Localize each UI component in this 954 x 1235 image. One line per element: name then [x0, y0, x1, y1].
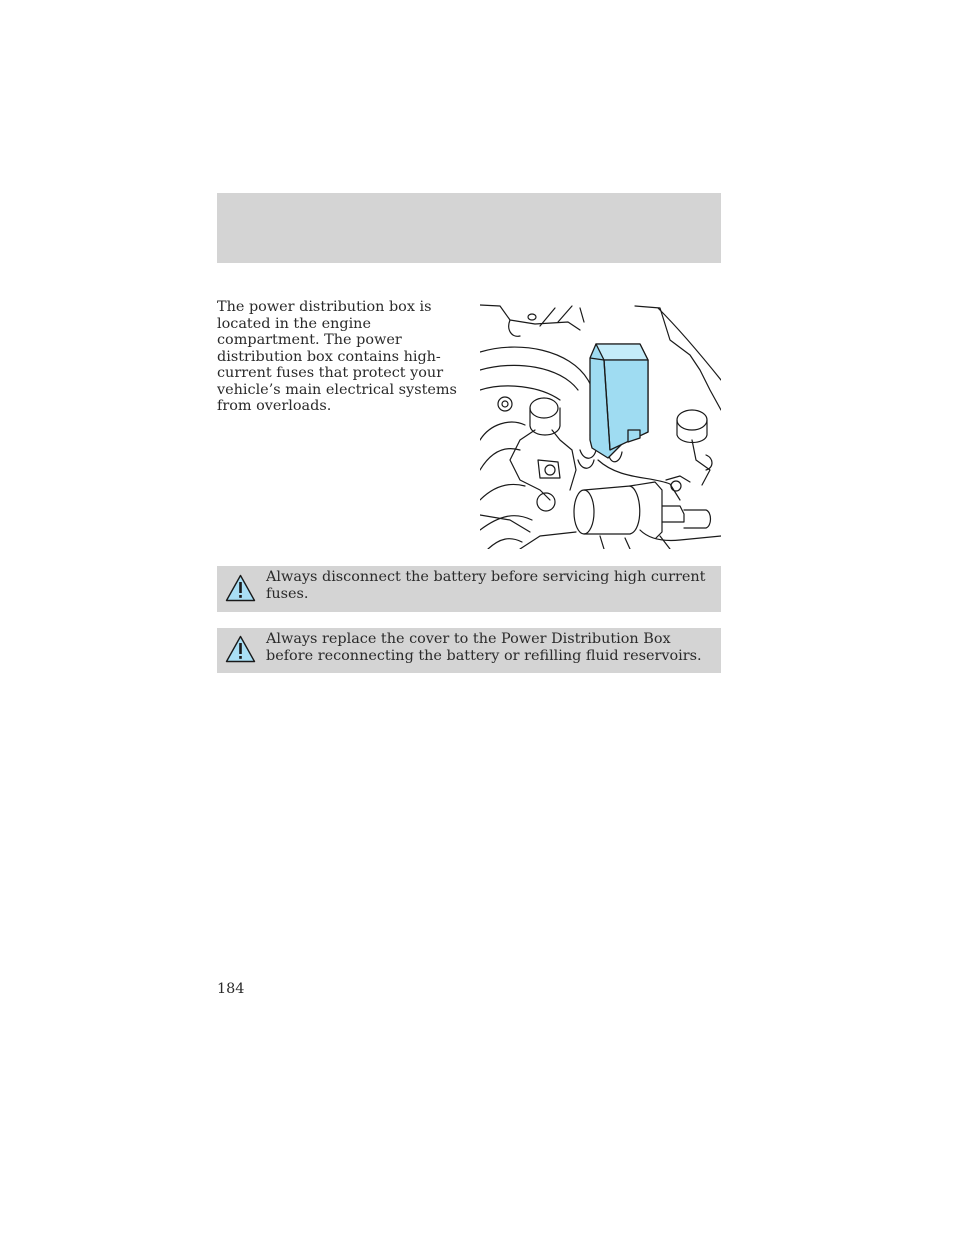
warning-text: Always disconnect the battery before servicing high current fuses.: [266, 569, 706, 602]
warning-box-replace-cover: [217, 628, 721, 673]
warning-triangle-icon: [225, 635, 256, 663]
page-number: 184: [217, 981, 245, 997]
intro-paragraph: The power distribution box is located in the engine compartment. The power distribution box contains high-current fuses that protect your vehicle’s main electrical systems from overloads.: [217, 299, 457, 414]
section-header-band: [217, 193, 721, 263]
warning-box-disconnect-battery: [217, 566, 721, 612]
warning-text: Always replace the cover to the Power Distribution Box before reconnecting the battery or refilling fluid reservoirs.: [266, 631, 702, 664]
engine-compartment-illustration: [480, 300, 721, 549]
warning-triangle-icon: [225, 574, 256, 602]
